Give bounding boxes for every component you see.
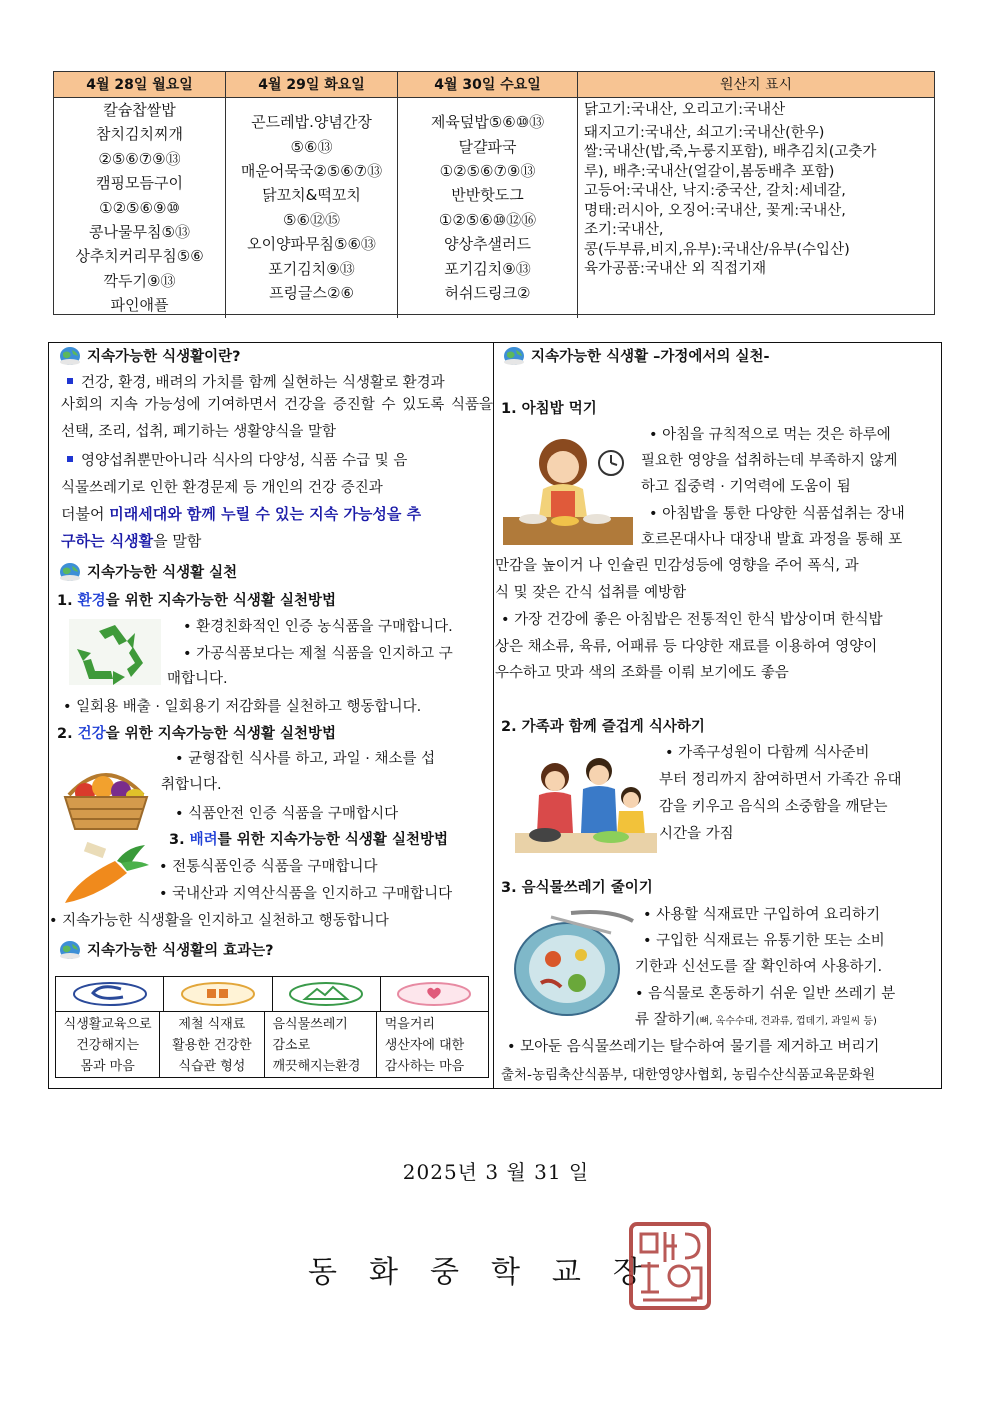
principal-seal-stamp <box>629 1222 711 1310</box>
text: 먹을거리 <box>384 1017 435 1032</box>
menu-body-row <box>54 98 934 318</box>
issue-date: 2025년 3 월 31 일 <box>402 1160 590 1184</box>
menu-item: ⑤⑥⑫⑮ <box>283 210 340 229</box>
text: 영양섭취뿐만아니라 식사의 다양성, 식품 수급 및 음 <box>81 453 408 469</box>
text: 을 말함 <box>153 532 202 550</box>
text: 1. <box>57 593 78 609</box>
bullet-item: • 식품안전 인증 식품을 구매합시다 <box>175 806 399 822</box>
keyword-text: 건강 <box>77 726 106 742</box>
heart-gratitude-icon <box>395 981 473 1007</box>
fruit-basket-icon <box>55 755 157 835</box>
bullet-item: • 사용할 식재료만 구입하여 요리하기 <box>643 907 881 923</box>
bullet-item: • 가공식품보다는 제철 식품을 인지하고 구 <box>183 646 453 662</box>
bullet-item: • 일회용 배출 · 일회용기 저감화를 실천하고 행동합니다. <box>63 699 422 715</box>
section-title <box>59 345 241 366</box>
family-cooking-illustration <box>515 755 657 853</box>
menu-item: 칼슘찹쌀밥 <box>103 101 176 119</box>
subsection-title: 3. 음식물쓰레기 줄이기 <box>501 880 653 896</box>
highlight-text: 구하는 식생활 <box>61 532 154 550</box>
subsection-title <box>57 589 336 610</box>
subsection-title: 2. 가족과 함께 즐겁게 식사하기 <box>501 719 705 735</box>
menu-header-day1: 4월 28일 월요일 <box>54 72 226 97</box>
bullet-item: • 모아둔 음식물쓰레기는 탈수하여 물기를 제거하고 버리기 <box>507 1039 880 1055</box>
paragraph-line: 식물쓰레기로 인한 환경문제 등 개인의 건강 증진과 <box>61 480 383 496</box>
effects-icon-cell <box>164 977 272 1011</box>
menu-item: 콩나물무침⑤⑬ <box>89 223 190 242</box>
paragraph: 사회의 지속 가능성에 기여하면서 건강을 증진할 수 있도록 식품을 선택, 조리, 섭취, 폐기하는 생활양식을 말함 <box>61 397 493 440</box>
food-waste-plate-illustration <box>511 903 637 1019</box>
origin-line: 명태:러시아, 오징어:국내산, 꽃게:국내산, <box>584 202 846 219</box>
menu-item: 파인애플 <box>110 296 169 315</box>
paragraph-line <box>61 530 201 551</box>
menu-day3-column <box>398 98 578 318</box>
bullet-item: • 음식물로 혼동하기 쉬운 일반 쓰레기 분 <box>635 986 896 1002</box>
text-line: 우수하고 맛과 색의 조화를 이뤄 보기에도 좋음 <box>495 665 789 681</box>
effects-text-cell <box>160 1012 264 1077</box>
mountain-environment-icon <box>287 981 365 1007</box>
effects-icon-cell <box>381 977 488 1011</box>
menu-item: ⑤⑥⑬ <box>290 137 333 156</box>
paragraph-line <box>61 371 445 392</box>
menu-item: 제육덮밥⑤⑥⑩⑬ <box>430 113 545 132</box>
subsection-title <box>169 828 448 849</box>
text: 생산자에 대한 <box>384 1038 465 1053</box>
carrot-icon <box>57 839 155 909</box>
recycle-icon <box>69 619 161 685</box>
school-name: 동화중학교장 <box>308 1255 674 1290</box>
breakfast-girl-illustration <box>503 433 633 545</box>
effects-table <box>55 976 489 1078</box>
sustainable-diet-info-box <box>48 342 942 1089</box>
origin-line: 조기:국내산, <box>584 222 664 238</box>
bullet-item: • 가장 건강에 좋은 아침밥은 전통적인 한식 밥상이며 한식밥 <box>501 612 883 628</box>
origin-line: 콩(두부류,비지,유부):국내산/유부(수입산) <box>584 241 850 258</box>
menu-item: ②⑤⑥⑦⑨⑬ <box>98 149 181 168</box>
text-line: 만감을 높이거 나 인슐린 민감성등에 영향을 주어 폭식, 과 <box>495 558 859 574</box>
menu-item: 달걀파국 <box>458 137 517 156</box>
globe-icon <box>59 562 81 582</box>
text: 식생활교육으로 <box>63 1017 152 1032</box>
small-text: (뼈, 옥수수대, 견과류, 껍데기, 과일씨 등) <box>695 1016 877 1027</box>
origin-line: 육가공품:국내산 외 직접기재 <box>584 261 767 277</box>
subsection-title: 1. 아침밥 먹기 <box>501 401 597 417</box>
section-title <box>59 939 274 960</box>
menu-header-day3: 4월 30일 수요일 <box>398 72 578 97</box>
text-line: 식 및 잦은 간식 섭취를 예방함 <box>495 585 687 601</box>
bullet-item: • 전통식품인증 식품을 구매합니다 <box>159 859 378 875</box>
menu-header-row <box>54 72 934 98</box>
bullet-item: • 아침밥을 통한 다양한 식품섭취는 장내 <box>649 506 905 522</box>
text: 을 위한 지속가능한 식생활 실천방법 <box>105 726 336 742</box>
source-citation: 출처-농림축산식품부, 대한영양사협회, 농림수산식품교육문화원 <box>501 1067 876 1083</box>
bullet-item: • 지속가능한 식생활을 인지하고 실천하고 행동합니다 <box>49 913 389 929</box>
paragraph-line <box>61 449 407 470</box>
text-line: 감을 키우고 음식의 소중함을 깨닫는 <box>659 799 888 815</box>
text-line: 필요한 영양을 섭취하는데 부족하지 않게 <box>641 453 898 469</box>
bullet-square-icon <box>67 378 73 384</box>
menu-item: 포기김치⑨⑬ <box>444 259 531 278</box>
globe-icon <box>59 940 81 960</box>
text: 3. <box>169 832 190 848</box>
origin-line: 돼지고기:국내산, 쇠고기:국내산(한우) <box>584 124 825 141</box>
section-title <box>59 561 237 582</box>
bullet-square-icon <box>67 456 73 462</box>
text: 감사하는 마음 <box>384 1059 465 1074</box>
origin-column <box>578 98 934 318</box>
menu-item: ①②⑤⑥⑦⑨⑬ <box>439 162 536 181</box>
effects-text-row <box>56 1012 488 1077</box>
lunch-menu-table <box>53 71 935 315</box>
text-line: 호르몬대사나 대장내 발효 과정을 통해 포 <box>641 532 903 548</box>
paragraph-line <box>61 503 421 524</box>
bullet-item: • 가족구성원이 다함께 식사준비 <box>665 745 870 761</box>
menu-item: ①②⑤⑥⑨⑩ <box>99 198 180 217</box>
menu-item: 양상추샐러드 <box>444 235 531 254</box>
menu-item: 매운어묵국②⑤⑥⑦⑬ <box>240 162 383 181</box>
effects-icon-cell <box>273 977 381 1011</box>
column-divider <box>493 343 494 1088</box>
text: 를 위한 지속가능한 식생활 실천방법 <box>217 832 448 848</box>
menu-item: 허쉬드링크② <box>444 284 531 303</box>
menu-item: 곤드레밥.양념간장 <box>251 113 372 132</box>
effects-icon-cell <box>56 977 164 1011</box>
text-line: 하고 집중력 · 기억력에 도움이 됨 <box>641 479 851 495</box>
section-title <box>503 345 770 366</box>
bullet-item: • 균형잡힌 식사를 하고, 과일 · 채소를 섭 <box>175 751 436 767</box>
origin-line: 고등어:국내산, 낙지:중국산, 갈치:세네갈, <box>584 183 846 199</box>
text: 건강, 환경, 배려의 가치를 함께 실현하는 식생활로 환경과 <box>81 375 445 391</box>
menu-item: 상추치커리무침⑤⑥ <box>75 247 204 266</box>
text-line: 기한과 신선도를 잘 확인하여 사용하기. <box>635 959 883 975</box>
menu-item: 포기김치⑨⑬ <box>268 259 355 278</box>
text: 을 위한 지속가능한 식생활 실천방법 <box>105 593 336 609</box>
menu-item: 깍두기⑨⑬ <box>103 271 176 290</box>
menu-item: 오이양파무침⑤⑥⑬ <box>247 235 376 254</box>
bullet-item: 매합니다. <box>167 671 228 687</box>
text: 몸과 마음 <box>80 1059 135 1074</box>
menu-item: 닭꼬치&떡꼬치 <box>262 186 361 205</box>
origin-line: 닭고기:국내산, 오리고기:국내산 <box>584 102 786 118</box>
keyword-text: 환경 <box>77 593 106 609</box>
origin-line: 루), 배추:국내산(얼갈이,봄동배추 포함) <box>584 163 835 180</box>
text: 류 잘하기 <box>635 1012 696 1028</box>
bullet-item: 취합니다. <box>161 777 222 793</box>
effects-text-cell <box>265 1012 377 1077</box>
highlight-text: 미래세대와 함께 누릴 수 있는 지속 가능성을 추 <box>109 505 422 523</box>
subsection-title <box>57 722 336 743</box>
bullet-item: • 국내산과 지역산식품을 인지하고 구매합니다 <box>159 886 453 902</box>
section-title-text: 지속가능한 식생활 –가정에서의 실천- <box>531 349 770 365</box>
menu-day2-column <box>226 98 398 318</box>
section-title-text: 지속가능한 식생활의 효과는? <box>87 943 274 959</box>
text-line: 시간을 가짐 <box>659 826 734 842</box>
text-line: 상은 채소류, 육류, 어패류 등 다양한 재료를 이용하여 영양이 <box>495 639 878 655</box>
keyword-text: 배려 <box>189 832 218 848</box>
text: 음식물쓰레기 <box>272 1017 348 1032</box>
globe-icon <box>503 346 525 366</box>
globe-icon <box>59 346 81 366</box>
menu-header-origin: 원산지 표시 <box>719 77 793 93</box>
text: 제철 식재료 <box>178 1017 246 1032</box>
section-title-text: 지속가능한 식생활 실천 <box>87 565 238 581</box>
text: 감소로 <box>272 1038 311 1053</box>
bullet-item: • 구입한 식재료는 유통기한 또는 소비 <box>643 933 885 949</box>
text: 더불어 <box>61 505 110 523</box>
menu-item: 참치김치찌개 <box>96 125 183 144</box>
text: 건강해지는 <box>76 1038 140 1053</box>
text: 활용한 건강한 <box>172 1038 252 1053</box>
menu-item: 프링글스②⑥ <box>269 284 354 303</box>
text-line: 부터 정리까지 참여하면서 가족간 유대 <box>659 772 902 788</box>
bullet-item: • 아침을 규칙적으로 먹는 것은 하루에 <box>649 427 891 443</box>
effects-icon-row <box>56 977 488 1012</box>
effects-text-cell <box>56 1012 160 1077</box>
bullet-item: • 환경친화적인 인증 농식품을 구매합니다. <box>183 619 453 635</box>
menu-item: ①②⑤⑥⑩⑫⑯ <box>438 210 537 229</box>
section-title-text: 지속가능한 식생활이란? <box>87 349 241 365</box>
menu-day1-column <box>54 98 226 318</box>
text-line <box>635 1008 877 1029</box>
effects-text-cell <box>377 1012 488 1077</box>
menu-item: 반반핫도그 <box>451 186 524 205</box>
text: 2. <box>57 726 78 742</box>
menu-item: 캠핑모듬구이 <box>96 174 183 193</box>
origin-line: 쌀:국내산(밥,죽,누룽지포함), 배추김치(고춧가 <box>584 144 877 160</box>
menu-header-day2: 4월 29일 화요일 <box>226 72 398 97</box>
health-swirl-icon <box>71 981 149 1007</box>
text: 식습관 형성 <box>178 1059 246 1074</box>
seasonal-food-icon <box>179 981 257 1007</box>
text: 깨끗해지는환경 <box>272 1059 361 1074</box>
